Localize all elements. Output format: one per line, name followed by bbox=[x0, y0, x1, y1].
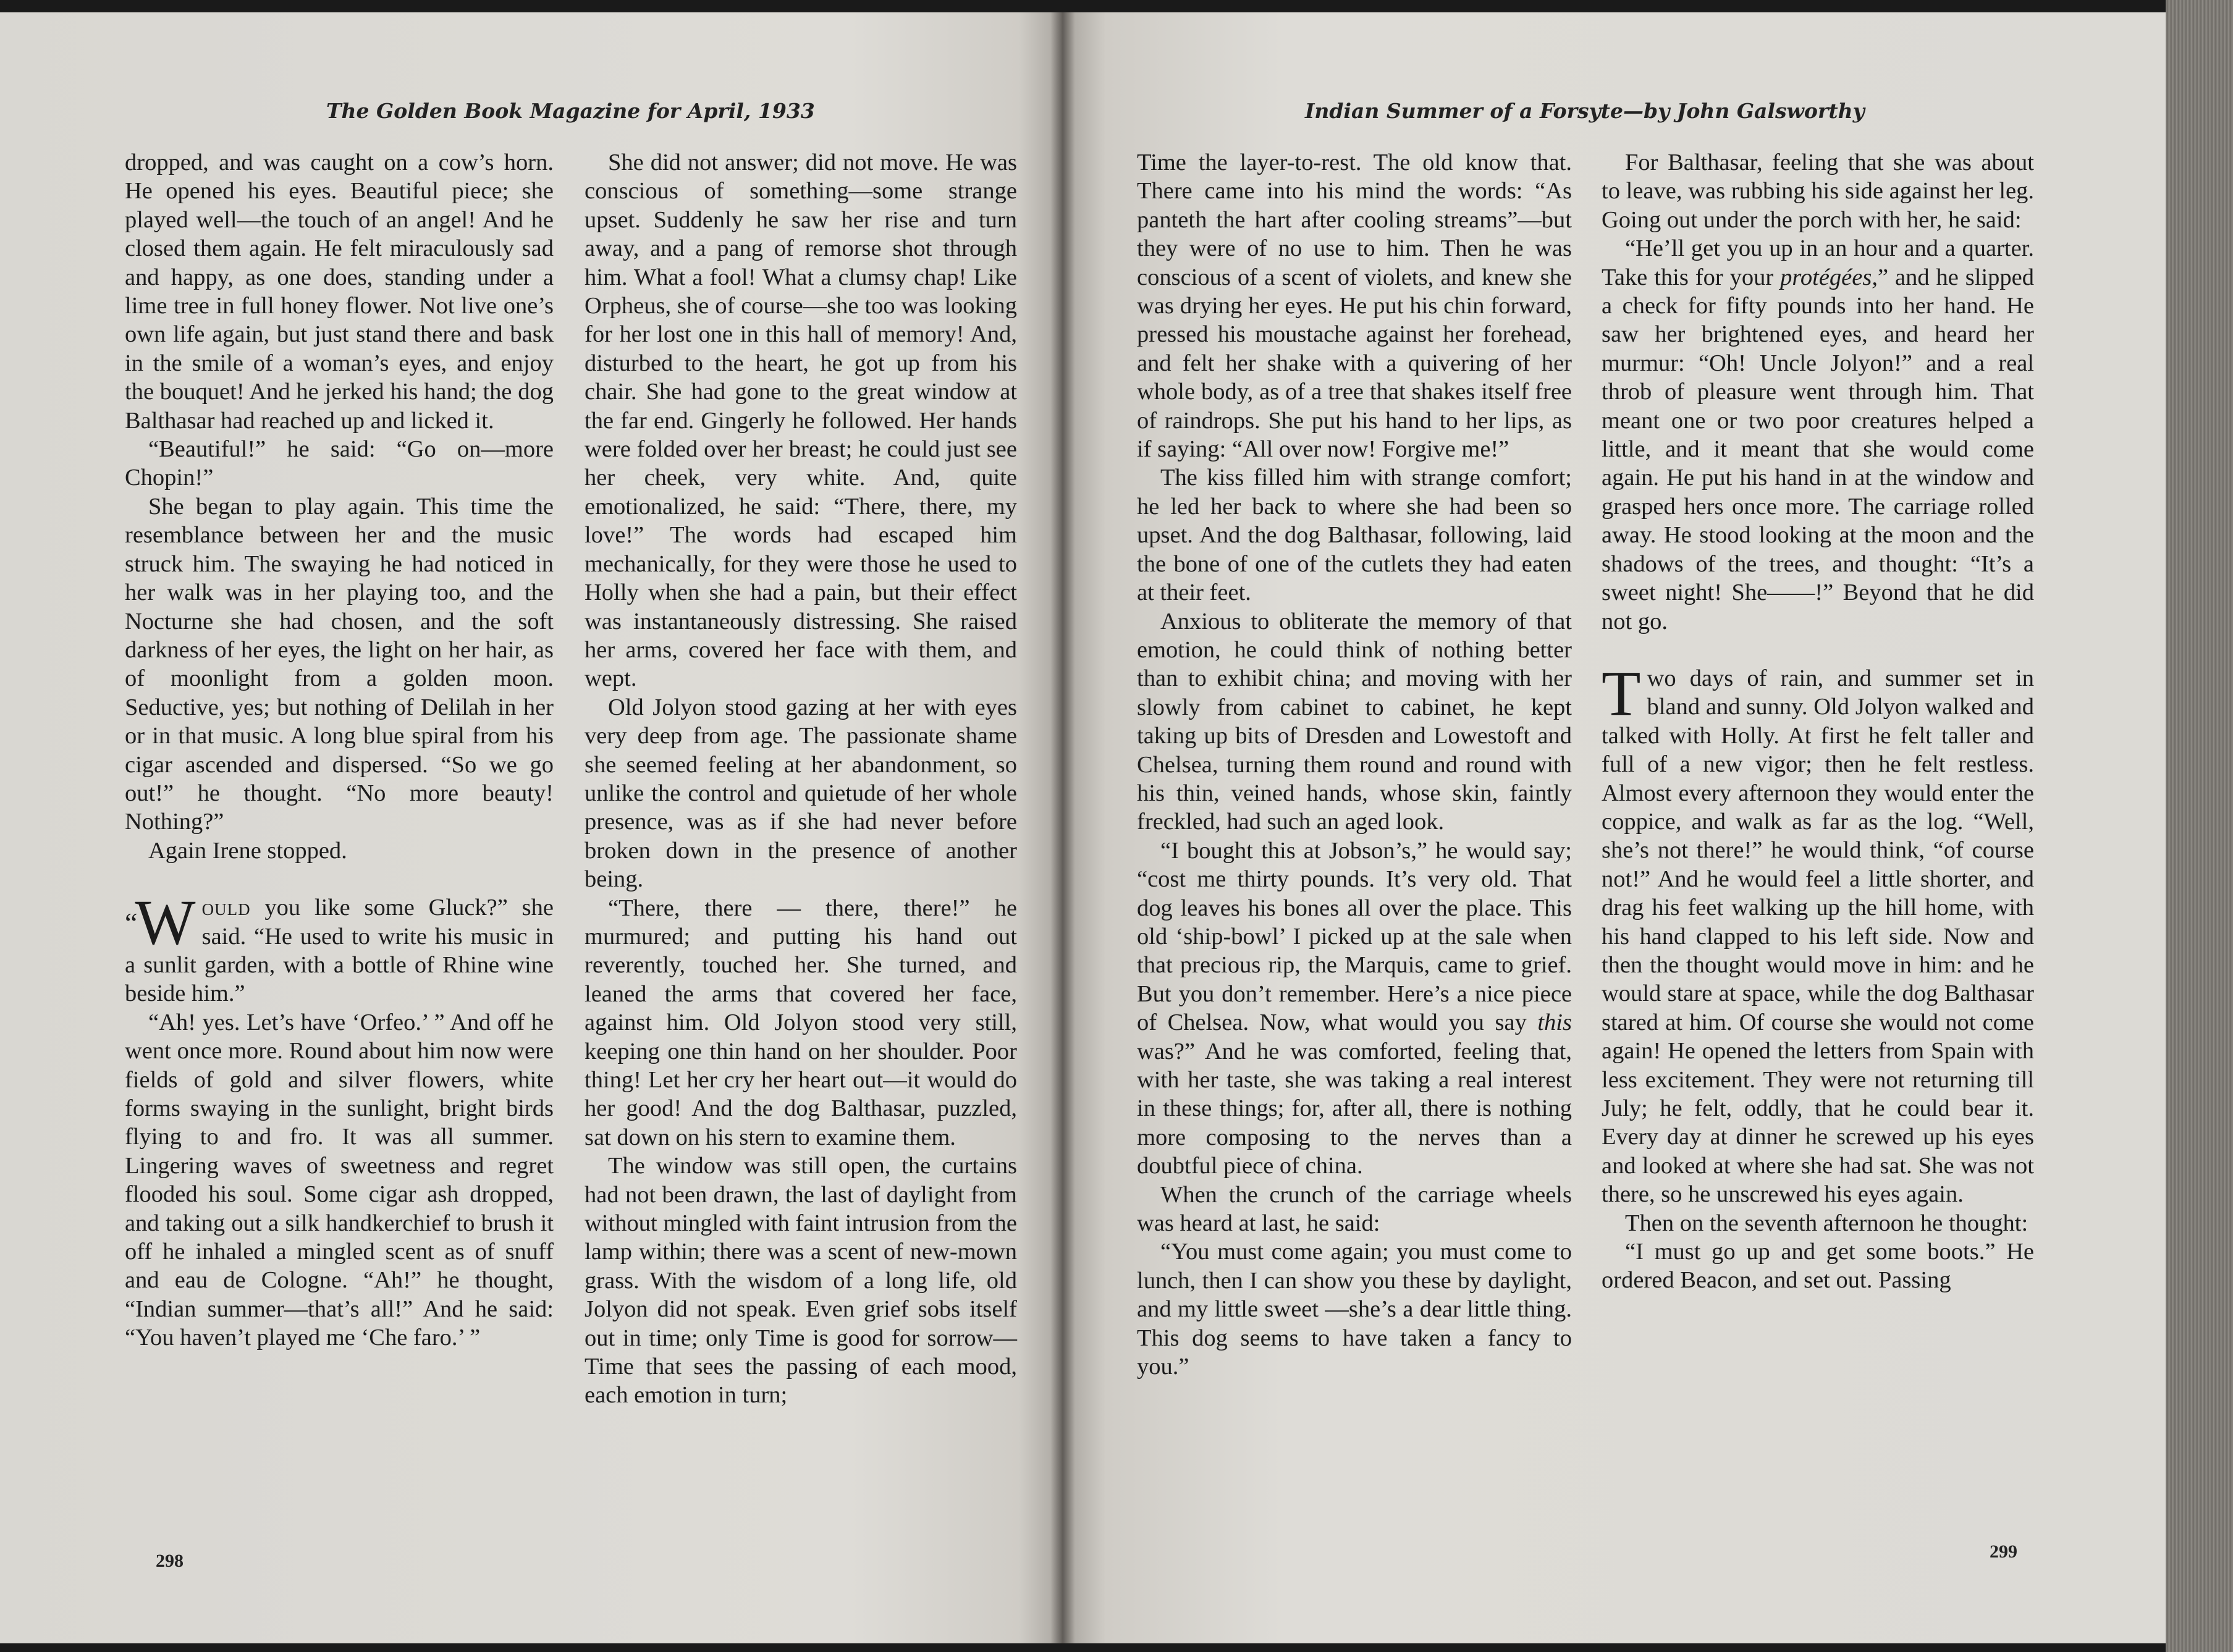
left-column-1 bbox=[125, 148, 554, 1352]
paragraph-text: “I bought this at Jobson’s,” he would say; “cost me thirty pounds. It’s very old. That dog leaves his bones all over the place. This old ‘ship-bowl’ I picked up at the sale when that precious rip, the Marquis, came to grief. But you don’t remember. Here’s a nice piece of Chelsea. Now, what would you say bbox=[1137, 837, 1572, 1036]
paragraph-text: wo days of rain, and summer set in bland and sunny. Old Jolyon walked and talked with Holly. At first he felt taller and full of a new vigor; then he felt restless. Almost every afternoon they would enter the coppice, and walk as far as the log. “Well, she’s not there!” he would think, “of course not!” And he would feel a little shorter, and drag his feet walking up the hill home, with his hand clapped to his left side. Now and then the thought would move in him: and he would stare at space, while the dog Balthasar stared at him. Of course she would not come again! He opened the letters from Spain with less excitement. They were not returning till July; he felt, oddly, that he could bear it. Every day at dinner he screwed up his eyes and looked at where she had sat. She was not there, so he unscrewed his eyes again. bbox=[1602, 665, 2034, 1208]
paragraph: “I must go up and get some boots.” He ordered Beacon, and set out. Passing bbox=[1602, 1239, 2034, 1294]
paragraph: Anxious to obliterate the memory of that emotion, he could think of nothing better than to exhibit china; and moving with her slowly from cabinet to cabinet, he kept taking up bits of Dresden and Lowestoft and Chelsea, turning them round and round with his thin, veined hands, whose skin, faintly freckled, had such an aged look. bbox=[1137, 608, 1572, 835]
page-number-right: 299 bbox=[1990, 1541, 2017, 1562]
drop-cap-quote: “ bbox=[125, 907, 138, 939]
paragraph: Then on the seventh afternoon he thought: bbox=[1625, 1210, 2028, 1236]
page-edges bbox=[2166, 0, 2233, 1652]
paragraph: “You must come again; you must come to lunch, then I can show you these by daylight, and my little sweet —she’s a dear little thing. This dog seems to have taken a fancy to you.” bbox=[1137, 1239, 1572, 1380]
paragraph: Old Jolyon stood gazing at her with eyes very deep from age. The passionate shame she seemed feeling at her abandonment, so unlike the control and quietude of her whole presence, was as if she had never before broken down in the presence of another being. bbox=[585, 694, 1017, 893]
paragraph: “There, there — there, there!” he murmured; and putting his hand out reverently, touched her. She turned, and leaned the arms that covered her face, against him. Old Jolyon stood very still, keeping one thin hand on her shoulder. Poor thing! Let her cry her heart out—it would do her good! And the dog Balthasar, puzzled, sat down on his stern to examine them. bbox=[585, 895, 1017, 1150]
paragraph: dropped, and was caught on a cow’s horn. He opened his eyes. Beautiful piece; she played well—the touch of an angel! And he closed them again. He felt miraculously sad and happy, as one does, standing under a lime tree in full honey flower. Not live one’s own life again, but just stand there and bask in the smile of a woman’s eyes, and enjoy the bouquet! And he jerked his hand; the dog Balthasar had reached up and licked it. bbox=[125, 150, 554, 434]
drop-cap-letter: W bbox=[135, 887, 196, 959]
paragraph: The window was still open, the curtains had not been drawn, the last of daylight from without mingled with faint intrusion from the lamp within; there was a scent of new-mown grass. With the wisdom of a long life, old Jolyon did not speak. Even grief sobs itself out in time; only Time is good for sorrow—Time that sees the passing of each mood, each emotion in turn; bbox=[585, 1153, 1017, 1409]
page-number-left: 298 bbox=[156, 1551, 184, 1571]
small-caps-word: ould bbox=[201, 895, 251, 921]
drop-cap: T bbox=[1602, 657, 1641, 729]
running-head-right: Indian Summer of a Forsyte—by John Galsworthy bbox=[1305, 99, 1865, 123]
running-head-left: The Golden Book Magazine for April, 1933 bbox=[326, 99, 815, 123]
paragraph: She began to play again. This time the resemblance between her and the music struck him. The swaying he had noticed in her walk was in her playing too, and the Nocturne she had chosen, and the soft darkness of her eyes, the light on her hair, as of moonlight from a golden moon. Seductive, yes; but nothing of Delilah in her or in that music. A long blue spiral from his cigar ascended and dispersed. “So we go out!” he thought. “No more beauty! Nothing?” bbox=[125, 493, 554, 835]
paragraph: “Ah! yes. Let’s have ‘Orfeo.’ ” And off he went once more. Round about him now were fields of gold and silver flowers, white forms swaying in the sunlight, bright birds flying to and fro. It was all summer. Lingering waves of sweetness and regret flooded his soul. Some cigar ash dropped, and taking out a silk handkerchief to brush it off he inhaled a mingled scent as of snuff and eau de Cologne. “Ah!” he thought, “Indian summer—that’s all!” And he said: “You haven’t played me ‘Che faro.’ ” bbox=[125, 1009, 554, 1351]
paragraph-text: “He’ll get you up in an hour and a quarter. Take this for your bbox=[1602, 235, 2034, 290]
paragraph-text: you like some Gluck?” she said. “He used to write his music in a sunlit garden, with a bottle of Rhine wine beside him.” bbox=[125, 895, 554, 1007]
paragraph-text: was?” And he was comforted, feeling that, with her taste, she was taking a real interest in these things; for, after all, there is nothing more composing to the nerves than a doubtful piece of china. bbox=[1137, 1038, 1572, 1179]
paragraph: For Balthasar, feeling that she was about to leave, was rubbing his side against her leg. Going out under the porch with her, he said: bbox=[1602, 150, 2034, 233]
right-column-1 bbox=[1137, 148, 1572, 1381]
paragraph bbox=[1602, 234, 2034, 636]
italic-word: this bbox=[1537, 1009, 1572, 1036]
paragraph: She did not answer; did not move. He was conscious of something—some strange upset. Suddenly he saw her rise and turn away, and a pang of remorse shot through him. What a fool! What a clumsy chap! Like Orpheus, she of course—she too was looking for her lost one in this hall of memory! And, disturbed to the heart, he got up from his chair. She had gone to the great window at the far end. Gingerly he followed. Her hands were folded over her breast; he could just see her cheek, very white. And, quite emotionalized, he said: “There, there, my love!” The words had escaped him mechanically, for they were those he used to Holly when she had a pain, but their effect was instantaneously distressing. She raised her arms, covered her face with them, and wept. bbox=[585, 150, 1017, 692]
drop-cap bbox=[125, 887, 196, 959]
paragraph-text: ” and he slipped a check for fifty pounds into her hand. He saw her brightened eyes, and heard her murmur: “Oh! Uncle Jolyon!” and a real throb of pleasure went through him. That meant one or two poor creatures helped a little, and it meant that she would come again. He put his hand in at the window and grasped hers once more. The carriage rolled away. He stood looking at the moon and the shadows of the trees, and thought: “It’s a sweet night! She——!” Beyond that he did not go. bbox=[1602, 264, 2035, 634]
paragraph: Again Irene stopped. bbox=[148, 837, 347, 864]
paragraph: “Beautiful!” he said: “Go on—more Chopin!” bbox=[125, 436, 554, 491]
paragraph bbox=[1137, 837, 1572, 1181]
dropcap-paragraph bbox=[1602, 657, 2034, 1209]
paragraph: Time the layer-to-rest. The old know that. There came into his mind the words: “As panteth the hart after cooling streams”—but they were of no use to him. Then he was conscious of a scent of violets, and knew she was drying her eyes. He put his chin forward, pressed his moustache against her forehead, and felt her shake with a quivering of her whole body, as of a tree that shakes itself free of raindrops. She put his hand to her lips, as if saying: “All over now! Forgive me!” bbox=[1137, 150, 1572, 463]
book-gutter bbox=[1050, 12, 1075, 1643]
paragraph: When the crunch of the carriage wheels was heard at last, he said: bbox=[1137, 1181, 1572, 1237]
paragraph: The kiss filled him with strange comfort; he led her back to where she had been so upset. And the dog Balthasar, following, laid the bone of one of the cutlets they had eaten at their feet. bbox=[1137, 465, 1572, 606]
dropcap-paragraph bbox=[125, 887, 554, 1008]
right-column-2 bbox=[1602, 148, 2034, 1295]
left-column-2 bbox=[585, 148, 1017, 1410]
italic-word: protégées, bbox=[1780, 264, 1878, 290]
